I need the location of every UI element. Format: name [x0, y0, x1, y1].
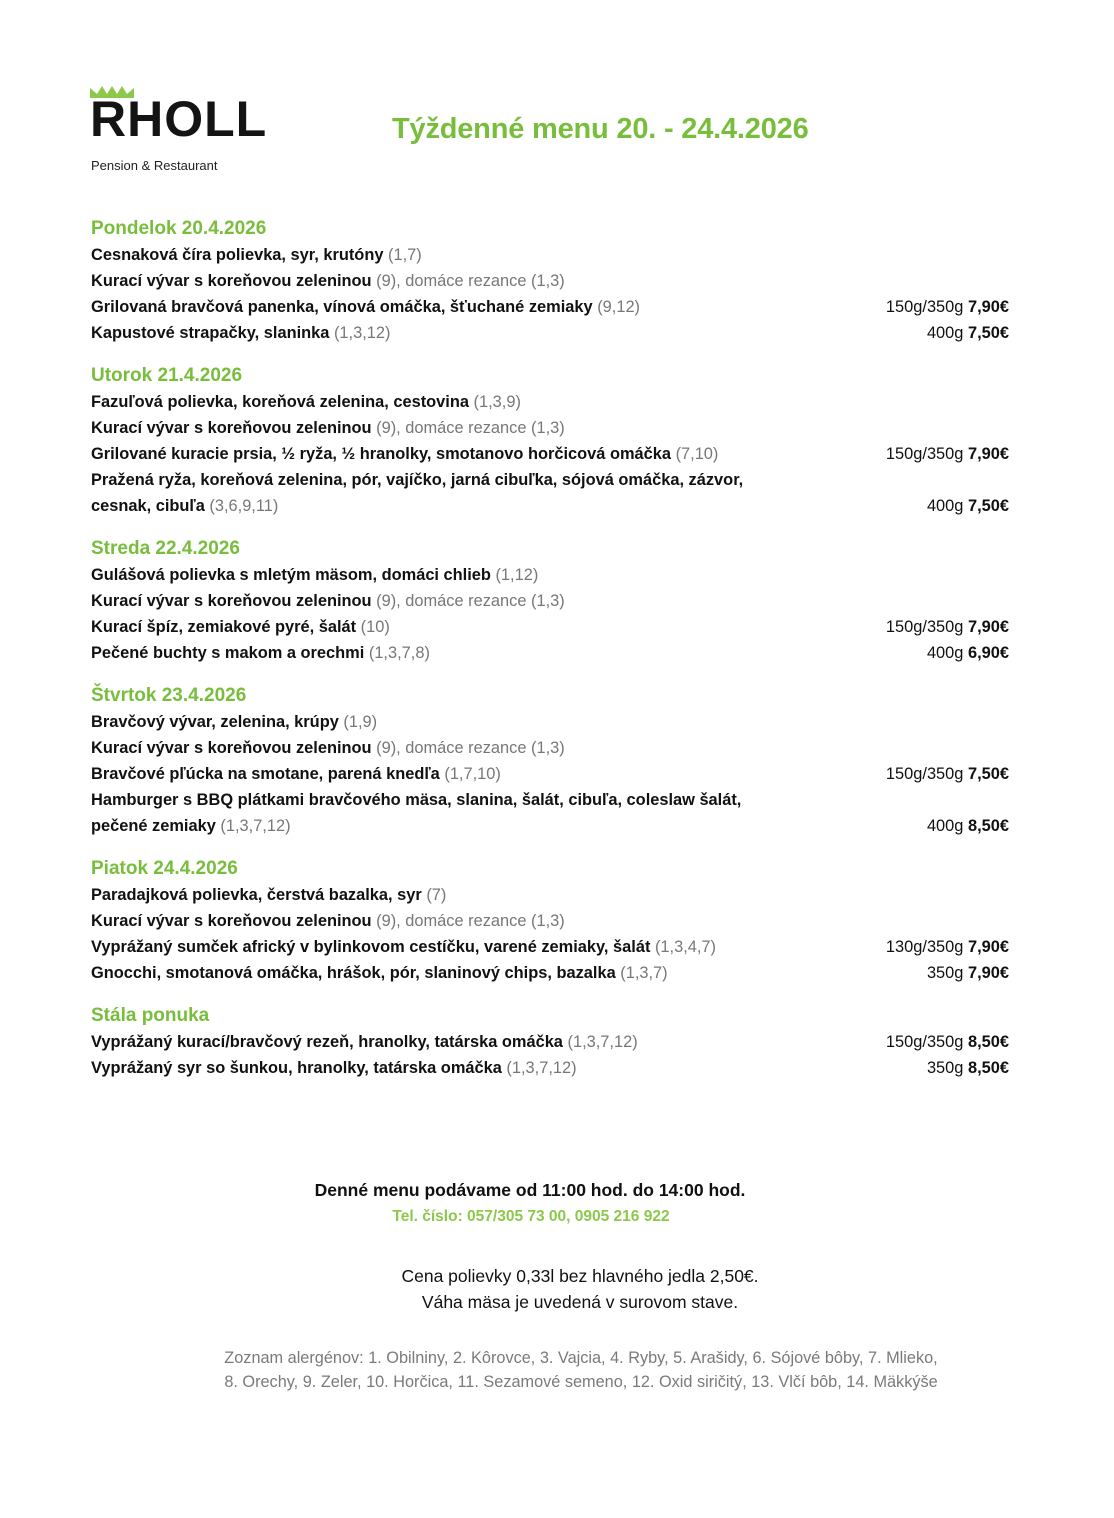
menu-item [91, 1055, 1009, 1081]
day-heading: Streda 22.4.2026 [91, 538, 240, 559]
menu-item [91, 320, 1009, 346]
dish-price [917, 320, 1009, 346]
dish-weight: 150g/350g [885, 1033, 964, 1051]
dish-name-line [91, 882, 446, 908]
dish-price-value: 7,90€ [967, 618, 1009, 636]
menu-day [91, 856, 1009, 986]
day-heading: Pondelok 20.4.2026 [91, 218, 267, 239]
dish-weight: 350g [926, 964, 964, 982]
dish-name: Gulášová polievka s mletým mäsom, domáci chlieb [91, 566, 491, 584]
menu-item [91, 761, 1009, 787]
dish-name: Kurací vývar s koreňovou zeleninou [91, 272, 372, 290]
page-title: Týždenné menu 20. - 24.4.2026 [392, 113, 809, 145]
menu-item [91, 242, 1009, 268]
day-heading: Piatok 24.4.2026 [91, 858, 238, 879]
menu-item [91, 441, 1009, 467]
menu-item [91, 882, 1009, 908]
dish-name-line [91, 389, 521, 415]
rholl-logo [90, 84, 330, 176]
day-heading: Štvrtok 23.4.2026 [91, 685, 247, 706]
dish-allergens: (1,7,10) [444, 765, 501, 783]
dish-allergens: (7,10) [675, 445, 719, 463]
dish-price-value: 7,90€ [967, 938, 1009, 956]
dish-price [917, 960, 1009, 986]
dish-name: Kurací vývar s koreňovou zeleninou [91, 419, 372, 437]
dish-name-line [91, 441, 718, 467]
dish-price-value: 7,90€ [967, 445, 1009, 463]
dish-allergens: (9,12) [597, 298, 641, 316]
logo-text: RHOLL [90, 91, 268, 147]
dish-price [876, 1029, 1009, 1055]
menu-item [91, 588, 1009, 614]
dish-name: Cesnaková číra polievka, syr, krutóny [91, 246, 384, 264]
menu-item [91, 562, 1009, 588]
menu-item [91, 709, 1009, 735]
dish-allergens: (1,3,12) [333, 324, 391, 342]
dish-weight: 150g/350g [885, 445, 964, 463]
dish-allergens: (3,6,9,11) [209, 497, 279, 515]
dish-name-line [91, 761, 501, 787]
dish-allergens: (1,3,7,8) [368, 644, 430, 662]
phone-number: Tel. číslo: 057/305 73 00, 0905 216 922 [392, 1208, 670, 1225]
dish-name-line [91, 1029, 638, 1055]
dish-name: Kurací vývar s koreňovou zeleninou [91, 592, 372, 610]
dish-allergens: (1,3,7,12) [506, 1059, 577, 1077]
dish-allergens: (10) [360, 618, 390, 636]
dish-name-line [91, 787, 741, 839]
dish-name: Hamburger s BBQ plátkami bravčového mäsa, slanina, šalát, cibuľa, coleslaw šalát, pečené zemiaky [91, 791, 742, 835]
dish-name-line [91, 640, 430, 666]
dish-price-value: 8,50€ [967, 1033, 1009, 1051]
dish-weight: 150g/350g [885, 298, 964, 316]
dish-weight: 150g/350g [885, 765, 964, 783]
menu-day [91, 1003, 1009, 1081]
dish-weight: 400g [926, 497, 964, 515]
menu-item [91, 294, 1009, 320]
dish-name-line [91, 908, 565, 934]
dish-price [917, 493, 1009, 519]
dish-name: Vyprážaný syr so šunkou, hranolky, tatárska omáčka [91, 1059, 502, 1077]
dish-allergens: (9), domáce rezance (1,3) [376, 272, 565, 290]
dish-name: Paradajková polievka, čerstvá bazalka, syr [91, 886, 422, 904]
dish-name: Kurací vývar s koreňovou zeleninou [91, 739, 372, 757]
dish-price-value: 8,50€ [967, 1059, 1009, 1077]
menu-item [91, 735, 1009, 761]
dish-weight: 400g [926, 817, 964, 835]
dish-allergens: (1,3,7,12) [567, 1033, 638, 1051]
dish-price [917, 1055, 1009, 1081]
dish-name-line [91, 320, 390, 346]
dish-name: Bravčový vývar, zelenina, krúpy [91, 713, 339, 731]
dish-weight: 400g [926, 324, 964, 342]
menu-item [91, 640, 1009, 666]
dish-name-line [91, 934, 716, 960]
menu-item [91, 1029, 1009, 1055]
day-heading: Stála ponuka [91, 1005, 210, 1026]
dish-price-value: 7,90€ [967, 964, 1009, 982]
dish-allergens: (9), domáce rezance (1,3) [376, 592, 565, 610]
dish-name-line [91, 294, 640, 320]
dish-name: Pražená ryža, koreňová zelenina, pór, vajíčko, jarná cibuľka, sójová omáčka, zázvor, cesnak, cibuľa [91, 471, 744, 515]
menu-day [91, 683, 1009, 839]
dish-name-line [91, 735, 565, 761]
dish-name-line [91, 1055, 577, 1081]
dish-price-value: 7,90€ [967, 298, 1009, 316]
allergen-list-line: Zoznam alergénov: 1. Obilniny, 2. Kôrovce, 3. Vajcia, 4. Ryby, 5. Arašidy, 6. Sójové bôby, 7. Mlieko, [224, 1349, 938, 1367]
dish-price-value: 7,50€ [967, 324, 1009, 342]
menu-item [91, 934, 1009, 960]
serving-hours: Denné menu podávame od 11:00 hod. do 14:00 hod. [314, 1180, 746, 1200]
dish-allergens: (9), domáce rezance (1,3) [376, 419, 565, 437]
dish-name: Fazuľová polievka, koreňová zelenina, cestovina [91, 393, 469, 411]
dish-name: Vyprážaný sumček africký v bylinkovom cestíčku, varené zemiaky, šalát [91, 938, 651, 956]
menu-item [91, 960, 1009, 986]
dish-price [876, 761, 1009, 787]
dish-name-line [91, 709, 377, 735]
dish-name-line [91, 415, 565, 441]
dish-allergens: (1,3,7) [620, 964, 668, 982]
menu-day [91, 216, 1009, 346]
menu-item [91, 908, 1009, 934]
dish-allergens: (7) [426, 886, 447, 904]
menu-day [91, 536, 1009, 666]
dish-weight: 130g/350g [885, 938, 964, 956]
menu-item [91, 415, 1009, 441]
menu-day [91, 363, 1009, 519]
dish-price [876, 614, 1009, 640]
dish-name-line [91, 588, 565, 614]
menu-item [91, 614, 1009, 640]
dish-price [876, 934, 1009, 960]
meat-weight-note: Váha mäsa je uvedená v surovom stave. [421, 1292, 739, 1312]
dish-price [917, 813, 1009, 839]
dish-name-line [91, 614, 390, 640]
dish-allergens: (1,7) [388, 246, 422, 264]
dish-name: Grilovaná bravčová panenka, vínová omáčka, šťuchané zemiaky [91, 298, 593, 316]
dish-allergens: (1,9) [343, 713, 378, 731]
price-notes [23, 1263, 1114, 1315]
dish-weight: 150g/350g [885, 618, 964, 636]
dish-name-line [91, 562, 538, 588]
dish-name: Gnocchi, smotanová omáčka, hrášok, pór, slaninový chips, bazalka [91, 964, 616, 982]
dish-name: Pečené buchty s makom a orechmi [91, 644, 365, 662]
weekly-menu [91, 216, 1009, 1098]
dish-name-line [91, 467, 743, 519]
dish-name: Grilované kuracie prsia, ½ ryža, ½ hranolky, smotanovo horčicová omáčka [91, 445, 671, 463]
dish-price-value: 6,90€ [967, 644, 1009, 662]
menu-item [91, 467, 1009, 519]
dish-price [917, 640, 1009, 666]
allergen-list-line: 8. Orechy, 9. Zeler, 10. Horčica, 11. Sezamové semeno, 12. Oxid siričitý, 13. Vlčí bôb, 14. Mäkkýše [224, 1373, 938, 1391]
dish-name: Kurací špíz, zemiakové pyré, šalát [91, 618, 357, 636]
dish-price [876, 441, 1009, 467]
dish-price-value: 7,50€ [967, 765, 1009, 783]
dish-weight: 400g [926, 644, 964, 662]
soup-price-note: Cena polievky 0,33l bez hlavného jedla 2,50€. [401, 1266, 759, 1286]
menu-item [91, 389, 1009, 415]
dish-allergens: (1,12) [495, 566, 539, 584]
dish-name: Bravčové pľúcka na smotane, parená knedľa [91, 765, 440, 783]
day-heading: Utorok 21.4.2026 [91, 365, 243, 386]
dish-name-line [91, 242, 422, 268]
dish-name: Kurací vývar s koreňovou zeleninou [91, 912, 372, 930]
dish-price-value: 8,50€ [967, 817, 1009, 835]
dish-allergens: (1,3,9) [473, 393, 521, 411]
dish-allergens: (1,3,7,12) [220, 817, 291, 835]
logo-subtitle: Pension & Restaurant [91, 158, 218, 173]
allergen-list [24, 1346, 1114, 1394]
dish-name: Kapustové strapačky, slaninka [91, 324, 330, 342]
dish-name-line [91, 960, 668, 986]
dish-price [876, 294, 1009, 320]
dish-allergens: (9), domáce rezance (1,3) [376, 739, 565, 757]
menu-item [91, 787, 1009, 839]
dish-allergens: (1,3,4,7) [654, 938, 717, 956]
dish-name-line [91, 268, 565, 294]
dish-price-value: 7,50€ [967, 497, 1009, 515]
dish-allergens: (9), domáce rezance (1,3) [376, 912, 565, 930]
dish-name: Vyprážaný kurací/bravčový rezeň, hranolky, tatárska omáčka [91, 1033, 563, 1051]
dish-weight: 350g [926, 1059, 964, 1077]
menu-item [91, 268, 1009, 294]
